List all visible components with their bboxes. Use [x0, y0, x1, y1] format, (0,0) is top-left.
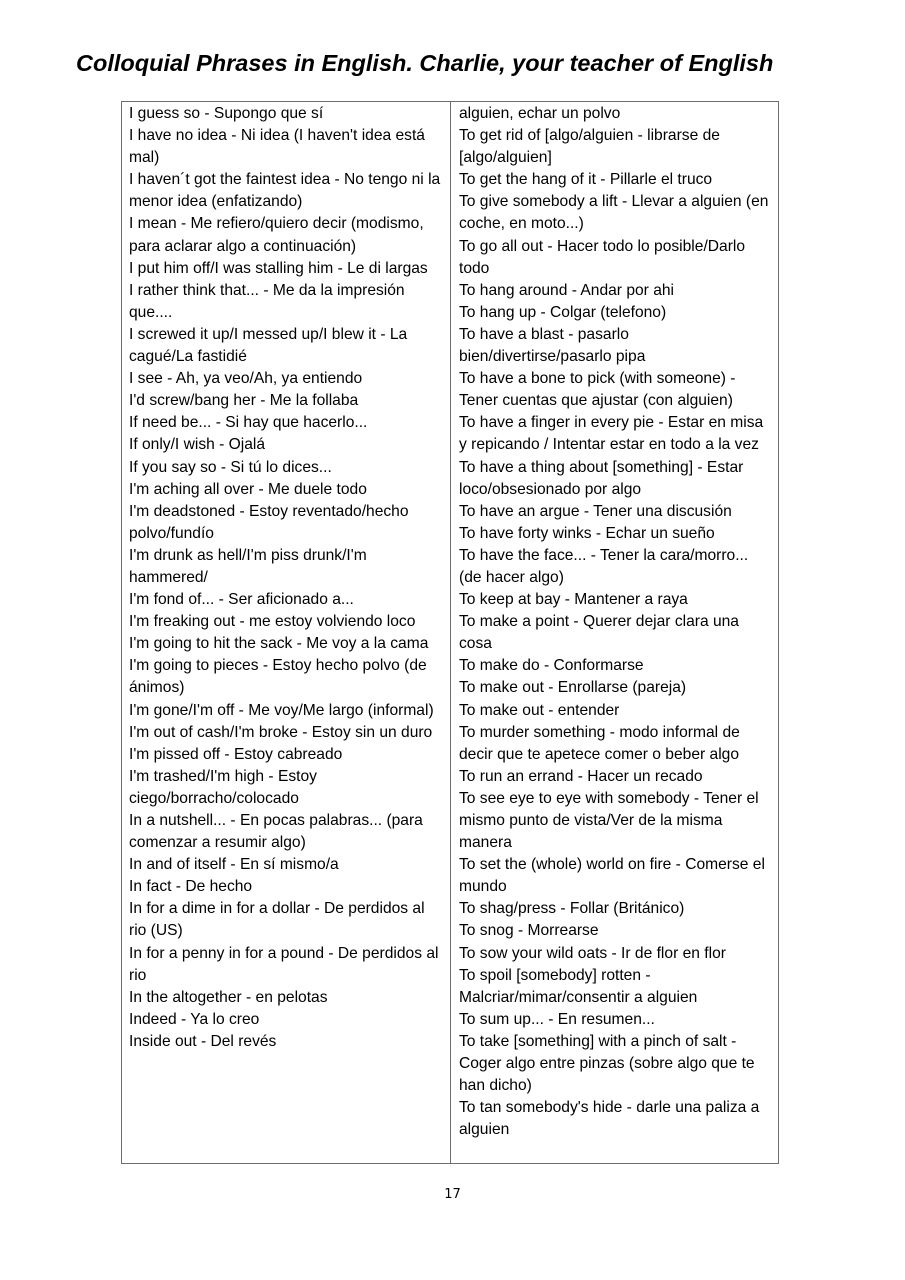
phrase-entry: Indeed - Ya lo creo: [129, 1010, 260, 1028]
phrase-column-left: [122, 102, 451, 1163]
phrase-entry: To sum up... - En resumen...: [459, 1010, 655, 1028]
phrase-entry: I screwed it up/I messed up/I blew it - La cagué/La fastidié: [129, 325, 408, 366]
phrase-entry: To have a bone to pick (with someone) - Tener cuentas que ajustar (con alguien): [459, 370, 736, 410]
phrase-entry: To have an argue - Tener una discusión: [459, 502, 732, 520]
phrase-entry: I mean - Me refiero/quiero decir (modismo, para aclarar algo a continuación): [129, 215, 424, 255]
phrase-entry: I'm aching all over - Me duele todo: [129, 480, 367, 498]
phrase-entry: I'd screw/bang her - Me la follaba: [129, 392, 359, 410]
phrase-entry: I rather think that... - Me da la impresión que....: [129, 281, 405, 321]
phrase-entry: To get rid of [algo/alguien - librarse de [algo/alguien]: [459, 127, 720, 167]
phrase-entry: I'm trashed/I'm high - Estoy ciego/borracho/colocado: [129, 767, 317, 807]
page-number: 17: [444, 1187, 461, 1202]
phrase-entry: I'm going to pieces - Estoy hecho polvo (de ánimos): [129, 657, 427, 697]
phrase-entry: To have a blast - pasarlo bien/divertirse/pasarlo pipa: [459, 325, 646, 366]
phrase-entry: I'm deadstoned - Estoy reventado/hecho polvo/fundío: [129, 502, 409, 542]
phrase-entry: To shag/press - Follar (Británico): [459, 900, 685, 918]
phrase-entry: I'm fond of... - Ser aficionado a...: [129, 591, 354, 609]
phrase-entry: To make out - Enrollarse (pareja): [459, 679, 687, 697]
phrase-entry: To spoil [somebody] rotten - Malcriar/mimar/consentir a alguien: [459, 966, 698, 1006]
phrase-entry: To keep at bay - Mantener a raya: [459, 591, 688, 609]
phrase-entry: To give somebody a lift - Llevar a alguien (en coche, en moto...): [459, 193, 769, 233]
phrase-entry: I'm pissed off - Estoy cabreado: [129, 745, 343, 763]
phrase-entry: To hang around - Andar por ahi: [459, 281, 674, 299]
phrase-entry: To have forty winks - Echar un sueño: [459, 524, 715, 542]
phrase-entry: To sow your wild oats - Ir de flor en flor: [459, 944, 726, 962]
phrase-entry: If you say so - Si tú lo dices...: [129, 458, 332, 476]
phrase-entry: To murder something - modo informal de decir que te apetece comer o beber algo: [459, 723, 740, 763]
phrase-entry: In the altogether - en pelotas: [129, 988, 328, 1006]
phrase-entry: To tan somebody's hide - darle una paliza a alguien: [459, 1099, 760, 1139]
phrase-entry: In for a dime in for a dollar - De perdidos al rio (US): [129, 900, 425, 940]
phrase-entry: I'm out of cash/I'm broke - Estoy sin un duro: [129, 723, 433, 741]
phrase-entry: In and of itself - En sí mismo/a: [129, 856, 339, 874]
page-title: Colloquial Phrases in English. Charlie, your teacher of English: [76, 50, 774, 76]
phrase-entry: To make a point - Querer dejar clara una cosa: [459, 613, 739, 653]
phrase-entry: If need be... - Si hay que hacerlo...: [129, 414, 368, 432]
phrase-entry: To have the face... - Tener la cara/morro... (de hacer algo): [459, 546, 749, 586]
phrase-entry: To make do - Conformarse: [459, 657, 644, 675]
phrase-entry: To see eye to eye with somebody - Tener el mismo punto de vista/Ver de la misma manera: [459, 789, 759, 852]
phrase-column-right: [451, 102, 778, 1163]
phrase-entry: I put him off/I was stalling him - Le di largas: [129, 259, 428, 277]
phrase-entry: I'm going to hit the sack - Me voy a la cama: [129, 635, 429, 653]
phrase-entry: To set the (whole) world on fire - Comerse el mundo: [459, 856, 765, 896]
phrase-entry: I'm gone/I'm off - Me voy/Me largo (informal): [129, 701, 434, 719]
phrase-entry: To snog - Morrearse: [459, 922, 599, 940]
phrase-entry: In fact - De hecho: [129, 878, 253, 896]
phrase-entry: I have no idea - Ni idea (I haven't idea está mal): [129, 127, 425, 167]
phrase-entry: I haven´t got the faintest idea - No tengo ni la menor idea (enfatizando): [129, 171, 441, 211]
phrase-entry: I'm freaking out - me estoy volviendo loco: [129, 613, 416, 631]
phrase-entry: To get the hang of it - Pillarle el truco: [459, 171, 713, 189]
phrase-entry: In a nutshell... - En pocas palabras... (para comenzar a resumir algo): [129, 812, 423, 852]
phrase-entry: I guess so - Supongo que sí: [129, 105, 324, 122]
phrase-entry: To make out - entender: [459, 701, 620, 719]
phrase-entry: To take [something] with a pinch of salt - Coger algo entre pinzas (sobre algo que te han dicho): [459, 1032, 755, 1095]
phrase-entry: To run an errand - Hacer un recado: [459, 767, 703, 785]
phrase-entry: If only/I wish - Ojalá: [129, 436, 266, 454]
phrase-entry: To have a thing about [something] - Estar loco/obsesionado por algo: [459, 458, 744, 498]
phrase-entry: To hang up - Colgar (telefono): [459, 303, 667, 321]
phrase-table: [121, 101, 779, 1164]
phrase-entry: alguien, echar un polvo: [459, 105, 621, 122]
phrase-entry: Inside out - Del revés: [129, 1032, 277, 1050]
phrase-entry: To go all out - Hacer todo lo posible/Darlo todo: [459, 237, 746, 277]
phrase-entry: I see - Ah, ya veo/Ah, ya entiendo: [129, 370, 363, 388]
phrase-entry: I'm drunk as hell/I'm piss drunk/I'm hammered/: [129, 546, 367, 586]
phrase-entry: To have a finger in every pie - Estar en misa y repicando / Intentar estar en todo a la vez: [459, 414, 764, 454]
phrase-entry: In for a penny in for a pound - De perdidos al rio: [129, 944, 439, 984]
